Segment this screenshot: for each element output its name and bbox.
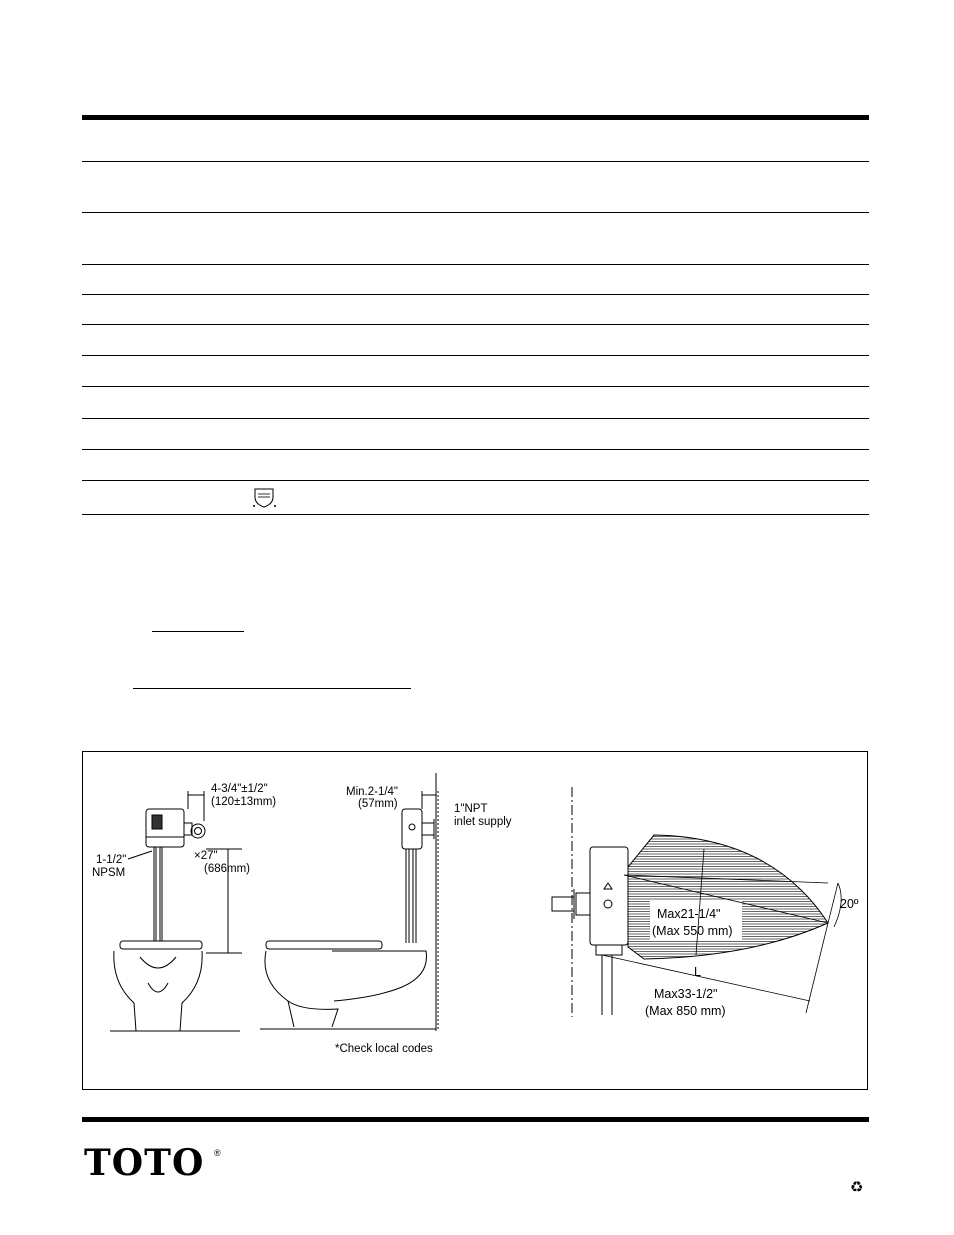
table-row-divider	[82, 449, 869, 450]
header-rule-thick	[82, 115, 869, 120]
table-row-divider	[82, 212, 869, 213]
table-row-divider	[82, 161, 869, 162]
table-row-divider	[82, 480, 869, 481]
footer-rule-thick	[82, 1117, 869, 1122]
min-dim-mm-label: (57mm)	[358, 798, 398, 810]
brand-logo: TOTO	[84, 1142, 205, 1184]
min-dim-label: Min.2-1/4"	[346, 786, 399, 798]
underline-short	[152, 631, 244, 632]
installation-drawings	[82, 751, 868, 1090]
height-dim-label: ×27"	[194, 850, 218, 862]
front-dim-top-mm-label: (120±13mm)	[211, 796, 277, 808]
registered-mark: ®	[214, 1148, 221, 1158]
angle-label: 20º	[840, 897, 859, 911]
table-row-divider	[82, 324, 869, 325]
table-row-divider	[82, 418, 869, 419]
inlet-supply-label: inlet supply	[454, 816, 512, 828]
max-range-label: Max21-1/4"	[657, 907, 721, 921]
max-range-mm-label: (Max 550 mm)	[652, 924, 733, 938]
table-row-divider	[82, 294, 869, 295]
max-length-label: Max33-1/2"	[654, 987, 718, 1001]
table-row-divider	[82, 264, 869, 265]
table-row-divider	[82, 514, 869, 515]
inlet-thread-label: NPSM	[92, 867, 126, 879]
inlet-size-label: 1-1/2"	[96, 854, 127, 866]
length-label: L	[694, 965, 701, 979]
front-dim-top-label: 4-3/4"±1/2"	[211, 783, 268, 795]
recycle-icon: ♻	[850, 1179, 864, 1196]
inlet-npt-label: 1"NPT	[454, 803, 488, 815]
height-mm-label: (686mm)	[204, 863, 251, 875]
check-codes-note: *Check local codes	[335, 1043, 433, 1055]
max-length-mm-label: (Max 850 mm)	[645, 1004, 726, 1018]
certification-shield-icon	[252, 486, 278, 510]
underline-long	[133, 688, 411, 689]
table-row-divider	[82, 386, 869, 387]
table-row-divider	[82, 355, 869, 356]
